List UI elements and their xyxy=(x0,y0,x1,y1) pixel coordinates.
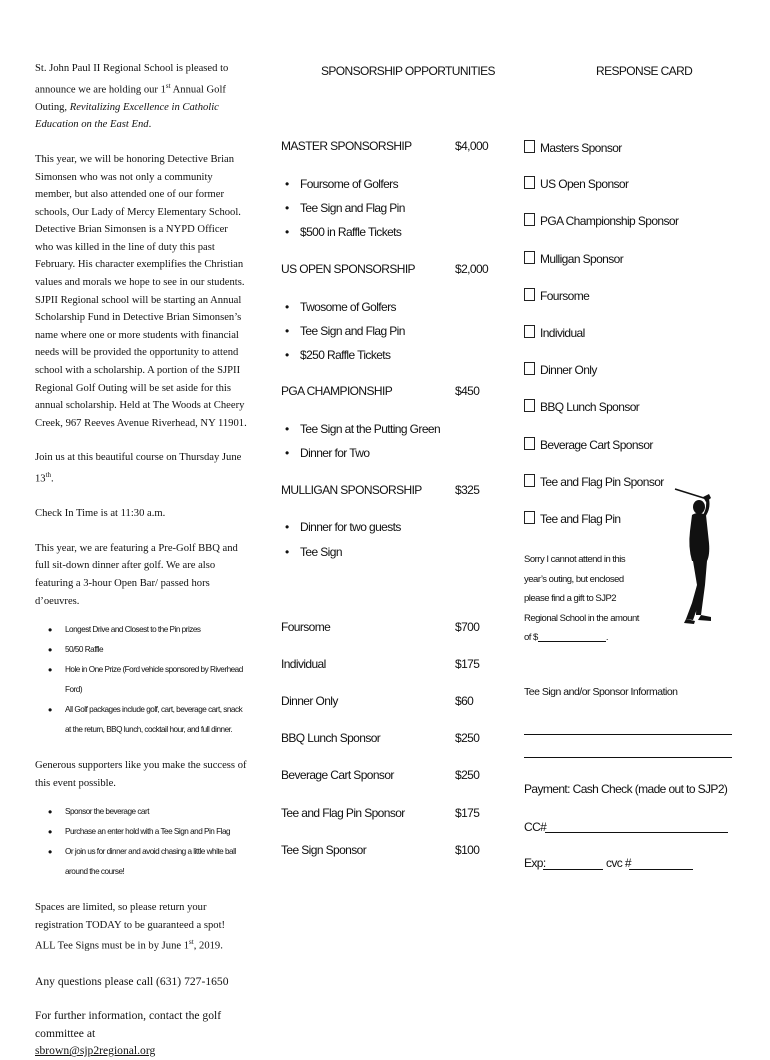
price-row: Individual $175 xyxy=(281,657,480,671)
option-tee-flag-pin[interactable]: Tee and Flag Pin xyxy=(524,511,620,526)
spaces-paragraph: Spaces are limited, so please return your registration TODAY to be guaranteed a spot! ALL Tee Signs must be in by June 1st, 2019. xyxy=(35,902,226,952)
generous-paragraph: Generous supporters like you make the success of this event possible. xyxy=(35,760,247,789)
cvc-label: cvc # xyxy=(606,856,632,870)
tee-sign-info-line-1[interactable] xyxy=(524,734,732,735)
further-paragraph: For further information, contact the golf committee at sbrown@sjp2regional.org xyxy=(35,1009,222,1058)
checkbox[interactable] xyxy=(524,288,535,301)
tee-sign-info-line-2[interactable] xyxy=(524,757,732,758)
amount-field[interactable] xyxy=(538,630,606,642)
option-individual[interactable]: Individual xyxy=(524,325,585,340)
checkin-paragraph: Check In Time is at 11:30 a.m. xyxy=(35,508,166,520)
checkbox[interactable] xyxy=(524,399,535,412)
usopen-sponsorship-row: US OPEN SPONSORSHIP $2,000 xyxy=(281,262,489,276)
sorry-text: Sorry I cannot attend in this year’s outing, but enclosed please find a gift to SJP2 Regional School in the amount of $ . xyxy=(524,554,639,643)
questions-paragraph: Any questions please call (631) 727-1650 xyxy=(35,974,229,988)
price-row: BBQ Lunch Sponsor $250 xyxy=(281,731,480,745)
checkbox[interactable] xyxy=(524,213,535,226)
option-us-open-sponsor[interactable]: US Open Sponsor xyxy=(524,176,628,191)
price-row: Tee Sign Sponsor $100 xyxy=(281,843,480,857)
price-row: Dinner Only $60 xyxy=(281,694,474,708)
list-item: • Dinner for two guests xyxy=(300,520,401,534)
featuring-paragraph: This year, we are featuring a Pre-Golf BBQ and full sit-down dinner after golf. We are also featuring a 3-hour Open Bar/ passed hors d’oeuvres. xyxy=(35,542,238,607)
left-column xyxy=(35,60,247,1060)
list-item: • Tee Sign at the Putting Green xyxy=(300,422,440,436)
price-row: Foursome $700 xyxy=(281,620,480,634)
checkbox[interactable] xyxy=(524,437,535,450)
list-item: • Hole in One Prize (Ford vehicle sponsored by Riverhead Ford) xyxy=(65,660,247,700)
list-item: • Twosome of Golfers xyxy=(300,300,396,314)
option-mulligan-sponsor[interactable]: Mulligan Sponsor xyxy=(524,251,623,266)
golfer-icon xyxy=(665,485,735,630)
option-bbq-lunch-sponsor[interactable]: BBQ Lunch Sponsor xyxy=(524,399,639,414)
mulligan-sponsorship-row: MULLIGAN SPONSORSHIP $325 xyxy=(281,483,480,497)
master-sponsorship-row: MASTER SPONSORSHIP $4,000 xyxy=(281,139,489,153)
list-item: • Purchase an enter hold with a Tee Sign and Pin Flag xyxy=(65,822,247,842)
response-card-heading: RESPONSE CARD xyxy=(596,64,693,78)
features-list xyxy=(35,620,247,740)
list-item: • Tee Sign xyxy=(300,545,342,559)
option-masters-sponsor[interactable]: Masters Sponsor xyxy=(524,140,622,155)
option-pga-championship-sponsor[interactable]: PGA Championship Sponsor xyxy=(524,213,678,228)
list-item: • Longest Drive and Closest to the Pin prizes xyxy=(65,620,247,640)
exp-field[interactable] xyxy=(543,869,603,870)
list-item: • All Golf packages include golf, cart, beverage cart, snack at the return, BBQ lunch, cocktail hour, and full dinner. xyxy=(65,700,247,740)
checkbox[interactable] xyxy=(524,251,535,264)
intro-paragraph: St. John Paul II Regional School is pleased to announce we are holding our 1st Annual Golf Outing, Revitalizing Excellence in Catholic Education on the East End. xyxy=(35,63,229,131)
actions-list xyxy=(35,802,247,882)
email-link[interactable]: sbrown@sjp2regional.org xyxy=(35,1044,156,1058)
price-row: Tee and Flag Pin Sponsor $175 xyxy=(281,806,480,820)
checkbox[interactable] xyxy=(524,362,535,375)
cc-label: CC# xyxy=(524,820,547,834)
exp-label: Exp: xyxy=(524,856,546,870)
payment-label: Payment: Cash Check (made out to SJP2) xyxy=(524,782,728,796)
sponsorship-heading: SPONSORSHIP OPPORTUNITIES xyxy=(321,64,495,78)
tee-sign-info-label: Tee Sign and/or Sponsor Information xyxy=(524,686,678,698)
list-item: • Sponsor the beverage cart xyxy=(65,802,247,822)
cc-field[interactable] xyxy=(545,832,728,833)
option-beverage-cart-sponsor[interactable]: Beverage Cart Sponsor xyxy=(524,437,653,452)
list-item: • Foursome of Golfers xyxy=(300,177,398,191)
pga-championship-row: PGA CHAMPIONSHIP $450 xyxy=(281,384,480,398)
price-row: Beverage Cart Sponsor $250 xyxy=(281,768,480,782)
option-foursome[interactable]: Foursome xyxy=(524,288,589,303)
checkbox[interactable] xyxy=(524,474,535,487)
cvc-field[interactable] xyxy=(629,869,693,870)
join-paragraph: Join us at this beautiful course on Thursday June 13th. xyxy=(35,452,242,485)
list-item: • $500 in Raffle Tickets xyxy=(300,225,401,239)
list-item: • Tee Sign and Flag Pin xyxy=(300,201,405,215)
checkbox[interactable] xyxy=(524,140,535,153)
list-item: • Tee Sign and Flag Pin xyxy=(300,324,405,338)
honoring-paragraph: This year, we will be honoring Detective Brian Simonsen who was not only a community member, but also attended one of our former schools, Our Lady of Mercy Elementary School. Detective Brian Simonsen is a NYPD Officer who was killed in the line of duty this past February. His character exemplifies the Christian values and morals we hope to see in our students. SJPII Regional school will be starting an Annual Scholarship Fund in Detective Brian Simonsen’s name where one or more students with financial needs will be provided the opportunity to attend school with a scholarship. A portion of the SJPII Regional Golf Outing will be set aside for this annual scholarship. Held at The Woods at Cheery Creek, 967 Reeves Avenue Riverhead, NY 11901. xyxy=(35,153,247,429)
list-item: • Dinner for Two xyxy=(300,446,369,460)
list-item: • $250 Raffle Tickets xyxy=(300,348,390,362)
option-tee-flag-pin-sponsor[interactable]: Tee and Flag Pin Sponsor xyxy=(524,474,664,489)
list-item: • Or join us for dinner and avoid chasing a little white ball around the course! xyxy=(65,842,247,882)
option-dinner-only[interactable]: Dinner Only xyxy=(524,362,597,377)
checkbox[interactable] xyxy=(524,511,535,524)
checkbox[interactable] xyxy=(524,176,535,189)
checkbox[interactable] xyxy=(524,325,535,338)
list-item: • 50/50 Raffle xyxy=(65,640,247,660)
